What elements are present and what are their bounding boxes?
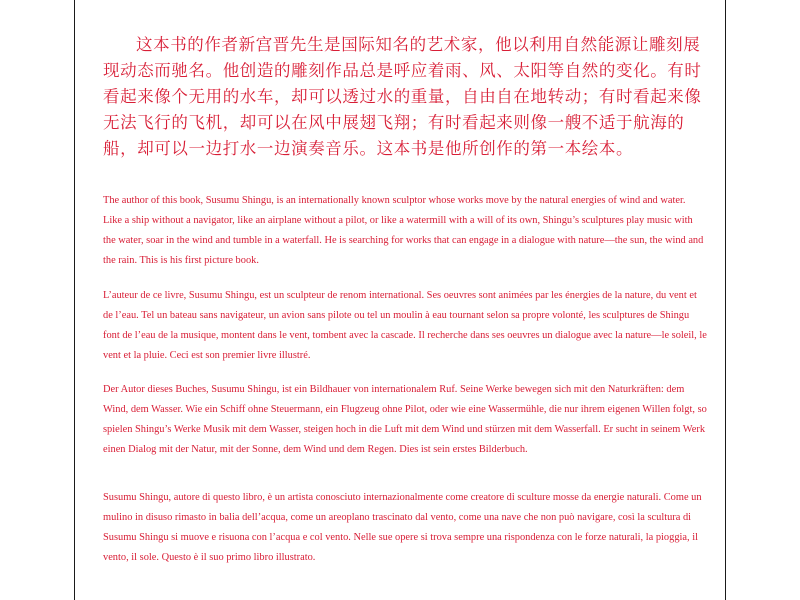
german-paragraph: Der Autor dieses Buches, Susumu Shingu, ist ein Bildhauer von internationalem Ruf. Seine Werke bewegen sich mit den Naturkräften: dem Wind, dem Wasser. Wie ein Schiff ohne Steuermann, ein Flugzeug ohne Pilot, oder wie eine Wassermühle, die nur ihrem eigenen Willen folgt, so spielen Shingu’s Werke Musik mit dem Wasser, steigen hoch in die Luft mit dem Wind und stürzen mit dem Wasserfall. Er sucht in seinem Werk einen Dialog mit der Natur, mit der Sonne, dem Wind und dem Regen. Dies ist sein erstes Bilderbuch. [103,384,707,455]
english-paragraph: The author of this book, Susumu Shingu, is an internationally known sculptor whose works move by the natural energies of wind and water. Like a ship without a navigator, like an airplane without a pilot, or like a watermill with a will of its own, Shingu’s sculptures play music with the water, soar in the wind and tumble in a waterfall. He is searching for works that can engage in a dialogue with nature—the sun, the wind and the rain. This is his first picture book. [103,195,704,266]
french-paragraph: L’auteur de ce livre, Susumu Shingu, est un sculpteur de renom international. Ses oeuvres sont animées par les énergies de la nature, du vent et de l’eau. Tel un bateau sans navigateur, un avion sans pilote ou tel un moulin à eau tournant selon sa propre volonté, les sculptures de Shingu font de l’eau de la musique, montent dans le vent, tombent avec la cascade. Il recherche dans ses oeuvres un dialogue avec la nature—le soleil, le vent et la pluie. Ceci est son premier livre illustré. [103,290,707,361]
italian-paragraph: Susumu Shingu, autore di questo libro, è un artista conosciuto internazionalmente come creatore di sculture mosse da energie naturali. Come un mulino in disuso rimasto in balia dell’acqua, come un areoplano trascinato dal vento, come una nave che non può navigare, così la scultura di Susumu Shingu si muove e risuona con l’acqua e col vento. Nelle sue opere si trova sempre una rispondenza con le forze naturali, la pioggia, il vento, il sole. Questo è il suo primo libro illustrato. [103,492,702,563]
chinese-paragraph: 这本书的作者新宫晋先生是国际知名的艺术家，他以利用自然能源让雕刻展现动态而驰名。他创造的雕刻作品总是呼应着雨、风、太阳等自然的变化。有时看起来像个无用的水车，却可以透过水的重量，自由自在地转动；有时看起来像无法飞行的飞机，却可以在风中展翅飞翔；有时看起来则像一艘不适于航海的船，却可以一边打水一边演奏音乐。这本书是他所创作的第一本绘本。 [103,35,702,158]
book-page [74,0,726,600]
